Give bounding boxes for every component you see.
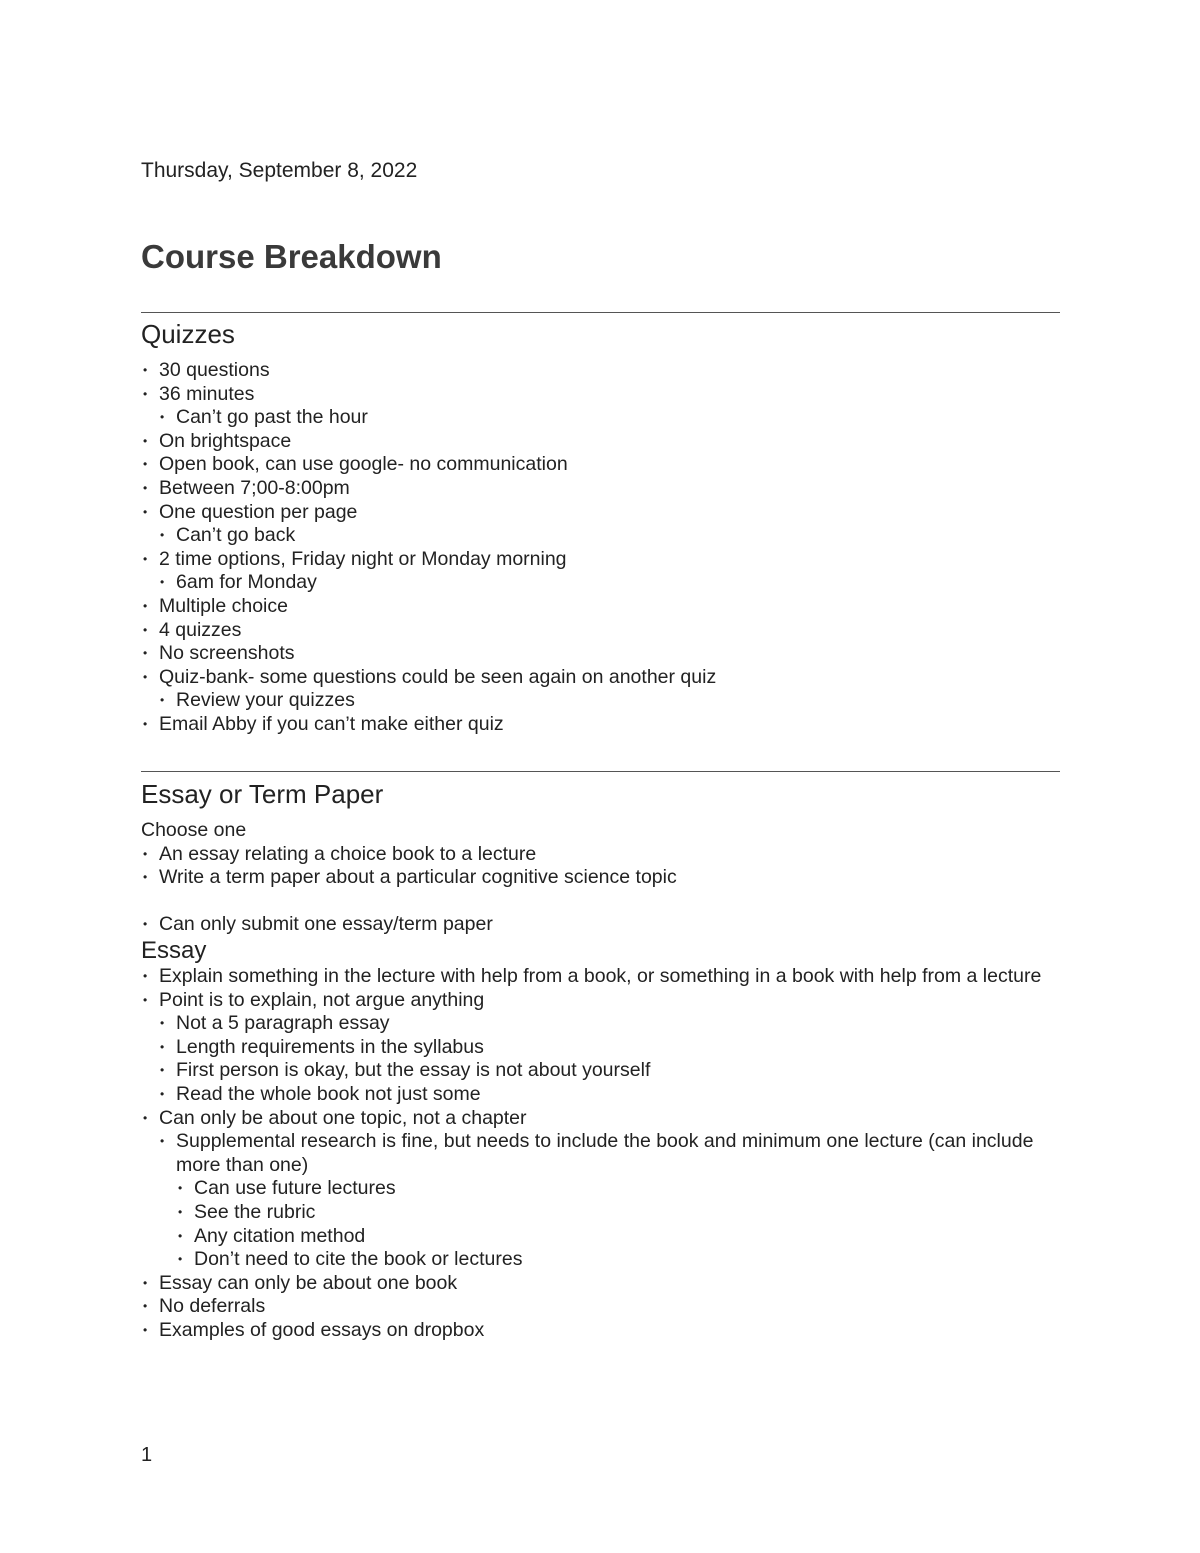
list-item: • 30 questions <box>141 359 1071 383</box>
list-item: • Point is to explain, not argue anything <box>141 989 1071 1013</box>
list-item: • Examples of good essays on dropbox <box>141 1319 1071 1343</box>
list-item: • Can use future lectures <box>176 1177 1071 1201</box>
list-item: • Multiple choice <box>141 595 1071 619</box>
list-item: • Don’t need to cite the book or lectures <box>176 1248 1071 1272</box>
note-date: Thursday, September 8, 2022 <box>141 159 418 182</box>
quizzes-list <box>141 359 1071 737</box>
list-item: • Can’t go past the hour <box>158 406 1071 430</box>
quizzes-section <box>141 359 1071 737</box>
list-item: • An essay relating a choice book to a lecture <box>141 843 1071 867</box>
list-item: • Supplemental research is fine, but needs to include the book and minimum one lecture (can include more than one) <box>158 1130 1071 1177</box>
list-item: • Quiz-bank- some questions could be seen again on another quiz <box>141 666 1071 690</box>
list-item: • Open book, can use google- no communication <box>141 453 1071 477</box>
essay-list <box>141 965 1071 1343</box>
list-item: • 2 time options, Friday night or Monday morning <box>141 548 1071 572</box>
list-item: • Can only be about one topic, not a chapter <box>141 1107 1071 1131</box>
list-item: • 6am for Monday <box>158 571 1071 595</box>
list-item: • No screenshots <box>141 642 1071 666</box>
page-title: Course Breakdown <box>141 238 442 275</box>
essay-term-list <box>141 843 1071 937</box>
list-item: • Any citation method <box>176 1225 1071 1249</box>
section-divider-quizzes <box>141 312 1060 313</box>
essay-term-heading: Essay or Term Paper <box>141 779 384 809</box>
quizzes-heading: Quizzes <box>141 319 235 349</box>
essay-term-section <box>141 819 1071 1342</box>
list-item: • Review your quizzes <box>158 689 1071 713</box>
list-item: • Can’t go back <box>158 524 1071 548</box>
list-item: • First person is okay, but the essay is not about yourself <box>158 1059 1071 1083</box>
list-item: • 36 minutes <box>141 383 1071 407</box>
list-item: • Read the whole book not just some <box>158 1083 1071 1107</box>
list-item: • Length requirements in the syllabus <box>158 1036 1071 1060</box>
list-item: • Can only submit one essay/term paper <box>141 913 1071 937</box>
essay-heading: Essay <box>141 936 207 964</box>
list-item: • Explain something in the lecture with help from a book, or something in a book with help from a lecture <box>141 965 1071 989</box>
list-item: • See the rubric <box>176 1201 1071 1225</box>
list-item: • Email Abby if you can’t make either quiz <box>141 713 1071 737</box>
list-item: • Between 7;00-8:00pm <box>141 477 1071 501</box>
list-item: • Essay can only be about one book <box>141 1272 1071 1296</box>
list-item: • 4 quizzes <box>141 619 1071 643</box>
list-item: • One question per page <box>141 501 1071 525</box>
list-item: • Not a 5 paragraph essay <box>158 1012 1071 1036</box>
section-divider-essay-term <box>141 771 1060 772</box>
list-item: • No deferrals <box>141 1295 1071 1319</box>
list-item: • Write a term paper about a particular cognitive science topic <box>141 866 1071 890</box>
page-number: 1 <box>141 1444 153 1466</box>
list-item: • On brightspace <box>141 430 1071 454</box>
essay-term-intro: Choose one <box>141 819 247 841</box>
